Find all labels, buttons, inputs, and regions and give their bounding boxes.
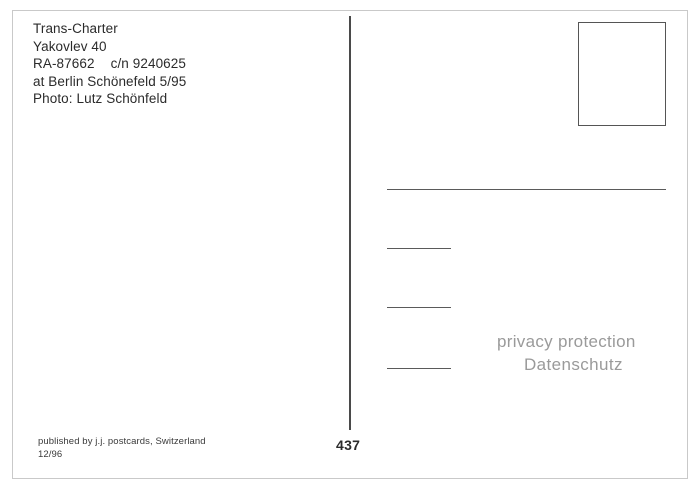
address-rule-4 <box>387 368 451 369</box>
publisher-name: published by j.j. postcards, Switzerland <box>38 436 206 447</box>
stamp-box <box>578 22 666 126</box>
watermark-line-2: Datenschutz <box>524 355 623 374</box>
address-rule-3 <box>387 307 451 308</box>
watermark-line-1: privacy protection <box>497 332 636 351</box>
caption-line-registration <box>33 55 333 73</box>
caption-line-photographer: Photo: Lutz Schönfeld <box>33 91 168 107</box>
registration-text: RA-87662 <box>33 56 95 72</box>
serial-number-text: c/n 9240625 <box>110 56 187 72</box>
watermark <box>497 330 697 376</box>
card-number: 437 <box>336 437 361 453</box>
caption-line-location: at Berlin Schönefeld 5/95 <box>33 73 187 89</box>
publish-date: 12/96 <box>38 449 63 460</box>
address-rule-2 <box>387 248 451 249</box>
caption-line-aircraft: Yakovlev 40 <box>33 38 107 54</box>
caption-block <box>33 20 333 108</box>
address-rule-1 <box>387 189 666 190</box>
center-divider-line <box>349 16 351 430</box>
caption-line-operator: Trans-Charter <box>33 21 118 36</box>
publisher-block <box>38 435 206 461</box>
